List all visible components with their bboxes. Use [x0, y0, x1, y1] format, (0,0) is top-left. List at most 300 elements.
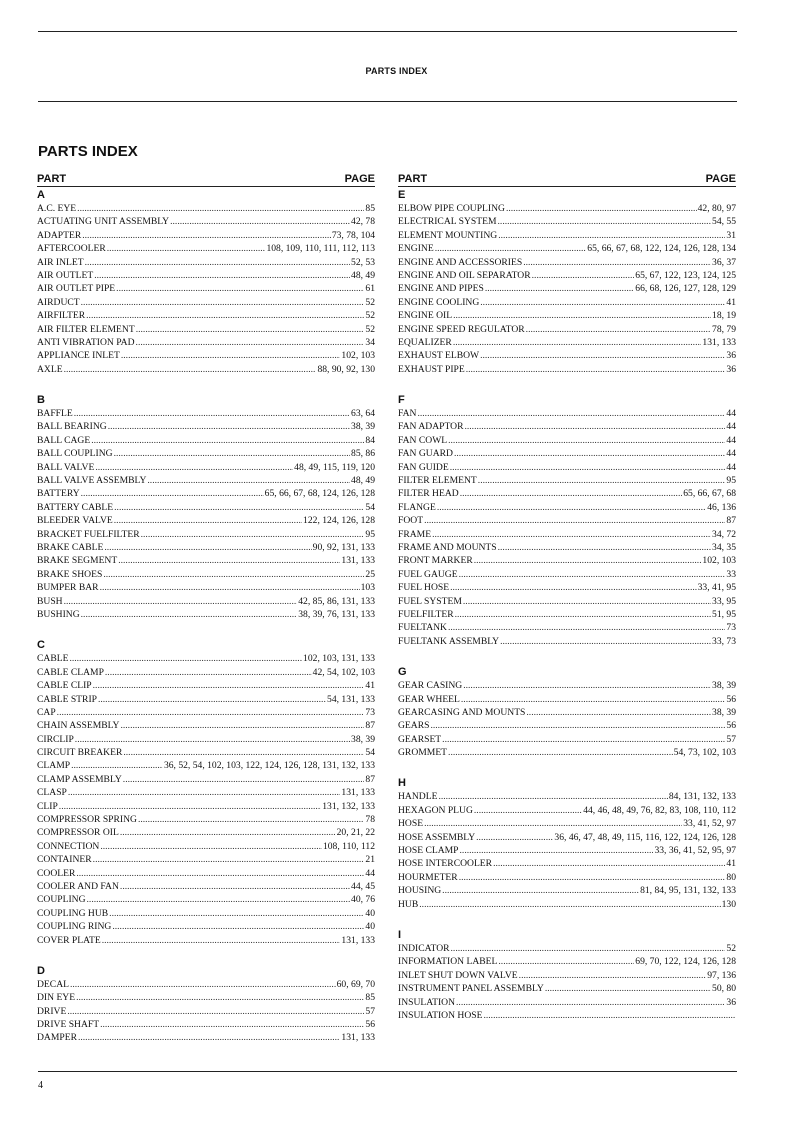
- index-entry: [37, 666, 375, 679]
- index-entry: [37, 813, 375, 826]
- page-refs: 36, 52, 54, 102, 103, 122, 124, 126, 128, 131, 132, 133: [163, 760, 375, 772]
- index-entry: [398, 1009, 736, 1022]
- part-name: ENGINE AND ACCESSORIES: [398, 256, 523, 268]
- page-refs: 46, 136: [707, 501, 736, 513]
- dot-leader: [103, 568, 364, 581]
- part-name: FRONT MARKER: [398, 555, 473, 567]
- index-entry: [37, 242, 375, 255]
- section-letter: F: [398, 394, 405, 407]
- part-name: FAN COWL: [398, 434, 448, 446]
- index-entry: [398, 528, 736, 541]
- index-entry: [37, 447, 375, 460]
- part-name: ENGINE: [398, 243, 434, 255]
- page-refs: 52, 53: [351, 256, 375, 268]
- dot-leader: [519, 969, 707, 982]
- page-refs: 131, 133: [702, 336, 736, 348]
- left-index-list: [37, 188, 375, 1045]
- part-name: ENGINE AND PIPES: [398, 283, 484, 295]
- index-entry: [398, 884, 736, 897]
- index-entry: [398, 621, 736, 634]
- page-refs: 48, 49, 115, 119, 120: [294, 461, 375, 473]
- part-name: DRIVE SHAFT: [37, 1019, 100, 1031]
- section-letter: E: [398, 189, 406, 201]
- index-entry: [398, 420, 736, 433]
- page-refs: 61: [365, 283, 375, 295]
- index-entry: [398, 296, 736, 309]
- page-refs: 34, 35: [712, 541, 736, 553]
- index-entry: [37, 336, 375, 349]
- index-entry: [37, 202, 375, 215]
- dot-leader: [136, 323, 365, 336]
- section-letter: C: [37, 639, 45, 652]
- dot-leader: [532, 269, 635, 282]
- dot-leader: [112, 920, 364, 933]
- dot-leader: [459, 568, 726, 581]
- part-name: FUEL SYSTEM: [398, 595, 462, 607]
- dot-leader: [82, 229, 331, 242]
- page-refs: 21: [365, 854, 375, 866]
- dot-leader: [478, 474, 726, 487]
- page-refs: 33, 41, 52, 97: [683, 818, 736, 830]
- dot-leader: [100, 581, 360, 594]
- index-entry: [398, 693, 736, 706]
- part-name: FUEL GAUGE: [398, 568, 458, 580]
- page-refs: 40: [365, 907, 375, 919]
- dot-leader: [450, 581, 697, 594]
- dot-leader: [170, 215, 350, 228]
- dot-leader: [100, 840, 322, 853]
- index-entry: [398, 733, 736, 746]
- page-refs: 36, 37: [712, 256, 736, 268]
- part-name: AIR OUTLET PIPE: [37, 283, 116, 295]
- dot-leader: [74, 407, 350, 420]
- page-refs: 97, 136: [707, 969, 736, 981]
- dot-leader: [526, 706, 711, 719]
- part-name: GEAR CASING: [398, 680, 463, 692]
- part-name: DAMPER: [37, 1032, 77, 1044]
- part-name: BATTERY CABLE: [37, 501, 114, 513]
- dot-leader: [417, 407, 725, 420]
- page-refs: 33: [726, 568, 736, 580]
- part-name: GROMMET: [398, 747, 448, 759]
- column-header: [398, 172, 736, 187]
- dot-leader: [451, 942, 726, 955]
- section-letter: I: [398, 928, 402, 941]
- page-title: PARTS INDEX: [38, 143, 138, 160]
- page-refs: 38, 39: [351, 421, 375, 433]
- index-entry: [398, 336, 736, 349]
- page-refs: 69, 70, 122, 124, 126, 128: [635, 956, 736, 968]
- dot-leader: [545, 982, 711, 995]
- part-name: COOLER: [37, 867, 76, 879]
- top-rule: [38, 31, 737, 32]
- dot-leader: [523, 256, 711, 269]
- part-name: ANTI VIBRATION PAD: [37, 336, 135, 348]
- part-name: FILTER HEAD: [398, 488, 459, 500]
- dot-leader: [480, 349, 725, 362]
- section-gap: [398, 648, 736, 664]
- page-refs: 65, 67, 122, 123, 124, 125: [635, 269, 736, 281]
- index-entry: [37, 991, 375, 1004]
- index-entry: [37, 309, 375, 322]
- page-refs: 52: [365, 296, 375, 308]
- part-name: ENGINE AND OIL SEPARATOR: [398, 269, 531, 281]
- part-name: CABLE: [37, 653, 69, 665]
- part-name: ELECTRICAL SYSTEM: [398, 216, 497, 228]
- dot-leader: [120, 826, 336, 839]
- page-refs: 33, 73: [712, 635, 736, 647]
- index-entry: [398, 955, 736, 968]
- page-refs: 66, 68, 126, 127, 128, 129: [635, 283, 736, 295]
- part-name: FRAME AND MOUNTS: [398, 541, 497, 553]
- page-refs: 102, 103, 131, 133: [303, 653, 375, 665]
- part-name: FILTER ELEMENT: [398, 475, 477, 487]
- dot-leader: [114, 447, 350, 460]
- part-name: BLEEDER VALVE: [37, 515, 113, 527]
- part-name: BALL VALVE ASSEMBLY: [37, 475, 147, 487]
- part-name: BATTERY: [37, 488, 80, 500]
- section-gap: [398, 911, 736, 927]
- page-refs: 85: [365, 203, 375, 214]
- part-heading: PART: [398, 173, 428, 185]
- index-entry: [37, 501, 375, 514]
- page-refs: 33, 36, 41, 52, 95, 97: [654, 845, 736, 857]
- index-entry: [398, 831, 736, 844]
- page-refs: 108, 109, 110, 111, 112, 113: [266, 243, 375, 255]
- dot-leader: [455, 608, 711, 621]
- dot-leader: [456, 996, 725, 1009]
- dot-leader: [102, 934, 341, 947]
- dot-leader: [86, 309, 364, 322]
- page-refs: 42, 80, 97: [697, 203, 736, 214]
- part-name: INSULATION HOSE: [398, 1009, 483, 1021]
- page-refs: 36: [726, 996, 736, 1008]
- index-entry: [398, 282, 736, 295]
- dot-leader: [93, 679, 365, 692]
- part-name: COVER PLATE: [37, 934, 101, 946]
- page-refs: 20, 21, 22: [336, 827, 375, 839]
- part-name: FAN: [398, 408, 417, 420]
- page-refs: 81, 84, 95, 131, 132, 133: [640, 885, 736, 897]
- part-name: AIRFILTER: [37, 310, 86, 322]
- index-entry: [398, 407, 736, 420]
- part-name: EXHAUST PIPE: [398, 363, 465, 375]
- page-refs: 50, 80: [712, 983, 736, 995]
- dot-leader: [474, 804, 582, 817]
- section-gap: [37, 947, 375, 963]
- page-refs: 78, 79: [712, 323, 736, 335]
- dot-leader: [114, 501, 364, 514]
- page-number: 4: [38, 1080, 43, 1091]
- index-entry: [37, 487, 375, 500]
- index-entry: [398, 679, 736, 692]
- index-entry: [37, 528, 375, 541]
- index-entry: [398, 447, 736, 460]
- page-refs: 131, 133: [341, 934, 375, 946]
- dot-leader: [498, 229, 725, 242]
- index-entry: [398, 595, 736, 608]
- part-name: FLANGE: [398, 501, 436, 513]
- part-name: COOLER AND FAN: [37, 880, 119, 892]
- dot-leader: [448, 746, 673, 759]
- page-refs: 87: [365, 720, 375, 732]
- index-entry: [37, 679, 375, 692]
- page-refs: 56: [365, 1019, 375, 1031]
- section-letter: D: [37, 964, 45, 977]
- part-name: INDICATOR: [398, 942, 450, 954]
- index-entry: [398, 871, 736, 884]
- dot-leader: [459, 871, 726, 884]
- page-refs: 44, 45: [351, 880, 375, 892]
- index-entry: [398, 898, 736, 911]
- dot-leader: [87, 893, 351, 906]
- page-refs: 73: [365, 706, 375, 718]
- part-name: HEXAGON PLUG: [398, 804, 473, 816]
- index-entry: [398, 229, 736, 242]
- part-name: COMPRESSOR SPRING: [37, 814, 137, 826]
- page-refs: 38, 39: [351, 733, 375, 745]
- dot-leader: [432, 528, 711, 541]
- dot-leader: [500, 635, 711, 648]
- index-entry: [37, 840, 375, 853]
- part-name: BAFFLE: [37, 408, 73, 420]
- part-name: HOSE: [398, 818, 424, 830]
- part-name: GEARS: [398, 720, 430, 732]
- page-refs: 34, 72: [712, 528, 736, 540]
- part-name: FUEL HOSE: [398, 582, 450, 594]
- dot-leader: [460, 844, 654, 857]
- page-refs: 131, 133: [341, 787, 375, 799]
- part-name: CABLE CLAMP: [37, 666, 104, 678]
- dot-leader: [95, 461, 293, 474]
- index-entry: [37, 407, 375, 420]
- page-refs: 25: [365, 568, 375, 580]
- part-name: CIRCUIT BREAKER: [37, 747, 123, 759]
- page-refs: 54, 55: [712, 216, 736, 228]
- page-refs: 65, 66, 67, 68, 124, 126, 128: [264, 488, 375, 500]
- page-refs: 18, 19: [712, 310, 736, 322]
- dot-leader: [91, 434, 364, 447]
- part-name: BRACKET FUELFILTER: [37, 528, 140, 540]
- dot-leader: [453, 309, 711, 322]
- dot-leader: [75, 733, 350, 746]
- part-name: COUPLING HUB: [37, 907, 109, 919]
- dot-leader: [78, 1031, 340, 1044]
- part-name: BALL VALVE: [37, 461, 95, 473]
- index-entry: [398, 474, 736, 487]
- footer-rule: [38, 1071, 737, 1072]
- index-entry: [37, 786, 375, 799]
- page-refs: 42, 54, 102, 103: [312, 666, 375, 678]
- part-name: ELBOW PIPE COUPLING: [398, 203, 505, 214]
- part-name: INFORMATION LABEL: [398, 956, 498, 968]
- index-entry: [398, 608, 736, 621]
- dot-leader: [64, 595, 298, 608]
- index-entry: [37, 363, 375, 376]
- page-refs: 57: [726, 733, 736, 745]
- index-entry: [37, 323, 375, 336]
- index-entry: [37, 541, 375, 554]
- dot-leader: [105, 666, 312, 679]
- part-name: CIRCLIP: [37, 733, 74, 745]
- dot-leader: [506, 202, 697, 215]
- page-refs: 52: [365, 323, 375, 335]
- part-name: COUPLING: [37, 894, 86, 906]
- section-letter: G: [398, 666, 407, 679]
- page-heading: PAGE: [344, 173, 375, 185]
- part-name: INSULATION: [398, 996, 456, 1008]
- dot-leader: [76, 991, 364, 1004]
- dot-leader: [480, 296, 725, 309]
- dot-leader: [81, 487, 264, 500]
- dot-leader: [498, 955, 634, 968]
- index-entry: [37, 256, 375, 269]
- page-refs: 78: [365, 814, 375, 826]
- dot-leader: [120, 880, 350, 893]
- index-entry: [37, 595, 375, 608]
- index-entry: [398, 242, 736, 255]
- page-refs: 36: [726, 350, 736, 362]
- index-entry: [37, 733, 375, 746]
- part-name: CLIP: [37, 800, 58, 812]
- page-refs: 48, 49: [351, 269, 375, 281]
- right-index-list: [398, 188, 736, 1022]
- index-entry: [37, 554, 375, 567]
- part-name: CAP: [37, 706, 56, 718]
- dot-leader: [81, 608, 298, 621]
- page-refs: 36, 46, 47, 48, 49, 115, 116, 122, 124, 126, 128: [554, 831, 736, 843]
- page-refs: 40: [365, 921, 375, 933]
- index-entry: [37, 706, 375, 719]
- part-name: AIRDUCT: [37, 296, 80, 308]
- part-name: HOSE INTERCOOLER: [398, 858, 493, 870]
- index-entry: [398, 568, 736, 581]
- dot-leader: [454, 447, 725, 460]
- part-name: HOURMETER: [398, 871, 458, 883]
- page-refs: 63, 64: [351, 408, 375, 420]
- part-name: DIN EYE: [37, 992, 76, 1004]
- dot-leader: [485, 282, 634, 295]
- dot-leader: [67, 1005, 364, 1018]
- index-entry: [37, 893, 375, 906]
- part-name: FAN GUIDE: [398, 461, 449, 473]
- dot-leader: [442, 733, 725, 746]
- index-entry: [37, 867, 375, 880]
- page-refs: 85, 86: [351, 448, 375, 460]
- dot-leader: [118, 554, 340, 567]
- page-refs: 42, 78: [351, 216, 375, 228]
- page-refs: 85: [365, 992, 375, 1004]
- page-refs: 87: [726, 515, 736, 527]
- page-refs: 54: [365, 747, 375, 759]
- page-refs: 36: [726, 363, 736, 375]
- section-letter: H: [398, 777, 406, 790]
- page-refs: 65, 66, 67, 68, 122, 124, 126, 128, 134: [587, 243, 736, 255]
- dot-leader: [498, 541, 711, 554]
- part-name: BRAKE SEGMENT: [37, 555, 118, 567]
- dot-leader: [76, 867, 364, 880]
- part-name: AFTERCOOLER: [37, 243, 106, 255]
- part-name: BALL CAGE: [37, 434, 91, 446]
- dot-leader: [108, 420, 350, 433]
- page-refs: 103: [360, 582, 375, 594]
- page-refs: 44: [726, 421, 736, 433]
- index-entry: [398, 996, 736, 1009]
- dot-leader: [121, 349, 341, 362]
- part-name: CONNECTION: [37, 840, 100, 852]
- index-entry: [37, 349, 375, 362]
- page-refs: 84: [365, 434, 375, 446]
- part-name: BUSH: [37, 595, 63, 607]
- dot-leader: [57, 706, 365, 719]
- index-entry: [398, 541, 736, 554]
- index-entry: [398, 982, 736, 995]
- dot-leader: [136, 336, 365, 349]
- part-name: GEAR WHEEL: [398, 693, 460, 705]
- dot-leader: [59, 800, 321, 813]
- page-refs: 44: [726, 408, 736, 420]
- index-entry: [37, 581, 375, 594]
- index-entry: [37, 1031, 375, 1044]
- part-name: EXHAUST ELBOW: [398, 350, 480, 362]
- part-name: CHAIN ASSEMBLY: [37, 720, 120, 732]
- dot-leader: [104, 541, 311, 554]
- page-refs: 33, 41, 95: [697, 582, 736, 594]
- index-entry: [398, 635, 736, 648]
- dot-leader: [109, 907, 364, 920]
- index-entry: [37, 978, 375, 991]
- part-name: CABLE CLIP: [37, 680, 92, 692]
- page-refs: 122, 124, 126, 128: [303, 515, 375, 527]
- part-name: ENGINE OIL: [398, 310, 453, 322]
- page-refs: 88, 90, 92, 130: [317, 363, 375, 375]
- dot-leader: [437, 501, 706, 514]
- index-entry: [37, 461, 375, 474]
- part-name: CLASP: [37, 787, 67, 799]
- page-refs: 95: [365, 528, 375, 540]
- part-name: HOUSING: [398, 885, 442, 897]
- part-name: DRIVE: [37, 1005, 67, 1017]
- dot-leader: [466, 363, 726, 376]
- index-entry: [37, 514, 375, 527]
- page-refs: 57: [365, 1005, 375, 1017]
- page-refs: 87: [365, 773, 375, 785]
- dot-leader: [98, 693, 326, 706]
- dot-leader: [138, 813, 364, 826]
- index-entry: [37, 934, 375, 947]
- index-entry: [398, 817, 736, 830]
- page-refs: 48, 49: [351, 475, 375, 487]
- part-name: GEARCASING AND MOUNTS: [398, 706, 526, 718]
- dot-leader: [114, 514, 302, 527]
- dot-leader: [123, 746, 364, 759]
- index-entry: [398, 942, 736, 955]
- index-entry: [398, 215, 736, 228]
- part-name: EQUALIZER: [398, 336, 452, 348]
- dot-leader: [498, 215, 712, 228]
- page-refs: 44, 46, 48, 49, 76, 82, 83, 108, 110, 112: [583, 804, 736, 816]
- section-gap: [37, 376, 375, 392]
- dot-leader: [430, 719, 725, 732]
- index-entry: [37, 719, 375, 732]
- page-refs: 41: [726, 858, 736, 870]
- index-entry: [398, 804, 736, 817]
- index-entry: [37, 474, 375, 487]
- part-name: HUB: [398, 898, 419, 910]
- dot-leader: [476, 831, 553, 844]
- part-name: GEARSET: [398, 733, 442, 745]
- index-entry: [37, 568, 375, 581]
